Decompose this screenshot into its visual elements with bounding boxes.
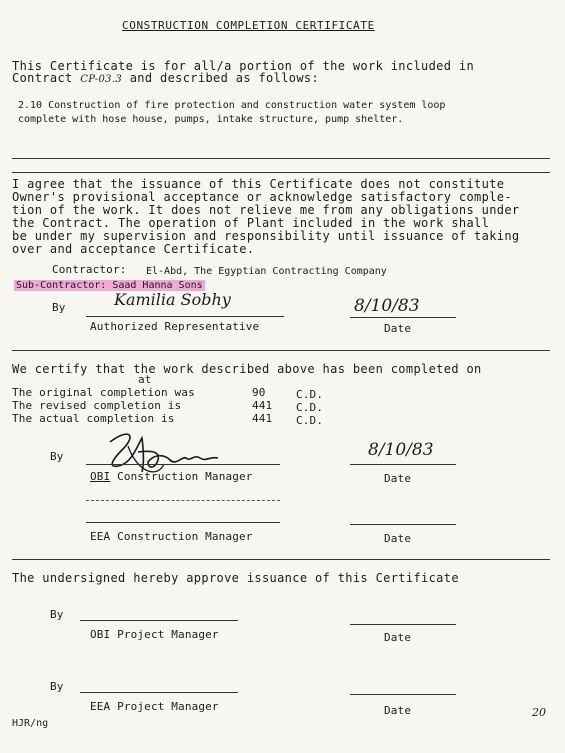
agreement-text: [12, 178, 520, 256]
obi-cm-role: Construction Manager: [110, 470, 253, 483]
work-description-line: complete with hose house, pumps, intake structure, pump shelter.: [18, 114, 404, 125]
by-label: By: [50, 680, 64, 693]
agreement-line: I agree that the issuance of this Certificate does not constitute: [12, 177, 505, 191]
separator-dashes: [86, 500, 280, 501]
agreement-line: the Contract. The operation of Plant included in the work shall: [12, 216, 490, 230]
date-line: [350, 464, 456, 465]
date-label: Date: [384, 472, 412, 485]
contractor-label: Contractor:: [52, 263, 127, 276]
date-line: [350, 317, 456, 318]
page-number: 20: [532, 706, 546, 719]
completion-row: [12, 386, 195, 399]
divider: [12, 350, 550, 351]
signature-line: [86, 522, 280, 523]
certification-at: at: [138, 373, 152, 386]
signature-line: [80, 692, 238, 693]
by-label: By: [52, 301, 66, 314]
by-label: By: [50, 608, 64, 621]
contractor-date: 8/10/83: [354, 296, 420, 316]
completion-row-value: 441: [252, 412, 273, 425]
work-description-line: 2.10 Construction of fire protection and construction water system loop: [18, 100, 446, 111]
eea-construction-manager-label: EEA Construction Manager: [90, 530, 253, 543]
approval-text: The undersigned hereby approve issuance of this Certificate: [12, 571, 459, 585]
intro-line: This Certificate is for all/a portion of the work included in: [12, 59, 475, 73]
contract-number: CP-03.3: [80, 74, 123, 85]
date-line: [350, 524, 456, 525]
completion-row-value: 441: [252, 399, 273, 412]
contract-suffix: and described as follows:: [129, 71, 320, 85]
date-label: Date: [384, 532, 412, 545]
completion-row-label: The actual completion is: [12, 412, 175, 425]
completion-row-label: The revised completion is: [12, 399, 182, 412]
date-line: [350, 624, 456, 625]
date-label: Date: [384, 704, 412, 717]
signature-line: [86, 464, 280, 465]
date-label: Date: [384, 631, 412, 644]
date-label: Date: [384, 322, 412, 335]
by-label: By: [50, 450, 64, 463]
completion-row-value: 90: [252, 386, 266, 399]
contract-prefix: Contract: [12, 71, 73, 85]
completion-row-label: The original completion was: [12, 386, 195, 399]
agreement-line: tion of the work. It does not relieve me from any obligations under: [12, 203, 520, 217]
authorized-representative-label: Authorized Representative: [90, 320, 260, 333]
completion-row-unit: C.D.: [296, 388, 324, 401]
date-line: [350, 694, 456, 695]
divider: [12, 559, 550, 560]
divider: [12, 172, 550, 173]
agreement-line: over and acceptance Certificate.: [12, 242, 255, 256]
eea-project-manager-label: EEA Project Manager: [90, 700, 219, 713]
obi-project-manager-label: OBI Project Manager: [90, 628, 219, 641]
completion-row: [12, 399, 181, 412]
contractor-value: El-Abd, The Egyptian Contracting Company: [146, 266, 387, 277]
completion-row-unit: C.D.: [296, 414, 324, 427]
obi-org: OBI: [90, 470, 111, 483]
agreement-line: Owner's provisional acceptance or acknowledge satisfactory comple-: [12, 190, 512, 204]
subcontractor-highlight: Sub-Contractor: Saad Hanna Sons: [16, 280, 203, 291]
signature-line: [86, 316, 284, 317]
agreement-line: be under my supervision and responsibility until issuance of taking: [12, 229, 520, 243]
obi-construction-manager-label: [90, 470, 253, 483]
obi-cm-date: 8/10/83: [368, 440, 434, 460]
completion-row-unit: C.D.: [296, 401, 324, 414]
contract-line: [12, 71, 319, 85]
certificate-title: CONSTRUCTION COMPLETION CERTIFICATE: [122, 19, 375, 32]
contractor-signature: Kamilia Sobhy: [114, 290, 231, 309]
signature-line: [80, 620, 238, 621]
typist-initials: HJR/ng: [12, 718, 49, 729]
certification-text: We certify that the work described above has been completed on: [12, 362, 482, 376]
divider: [12, 158, 550, 159]
